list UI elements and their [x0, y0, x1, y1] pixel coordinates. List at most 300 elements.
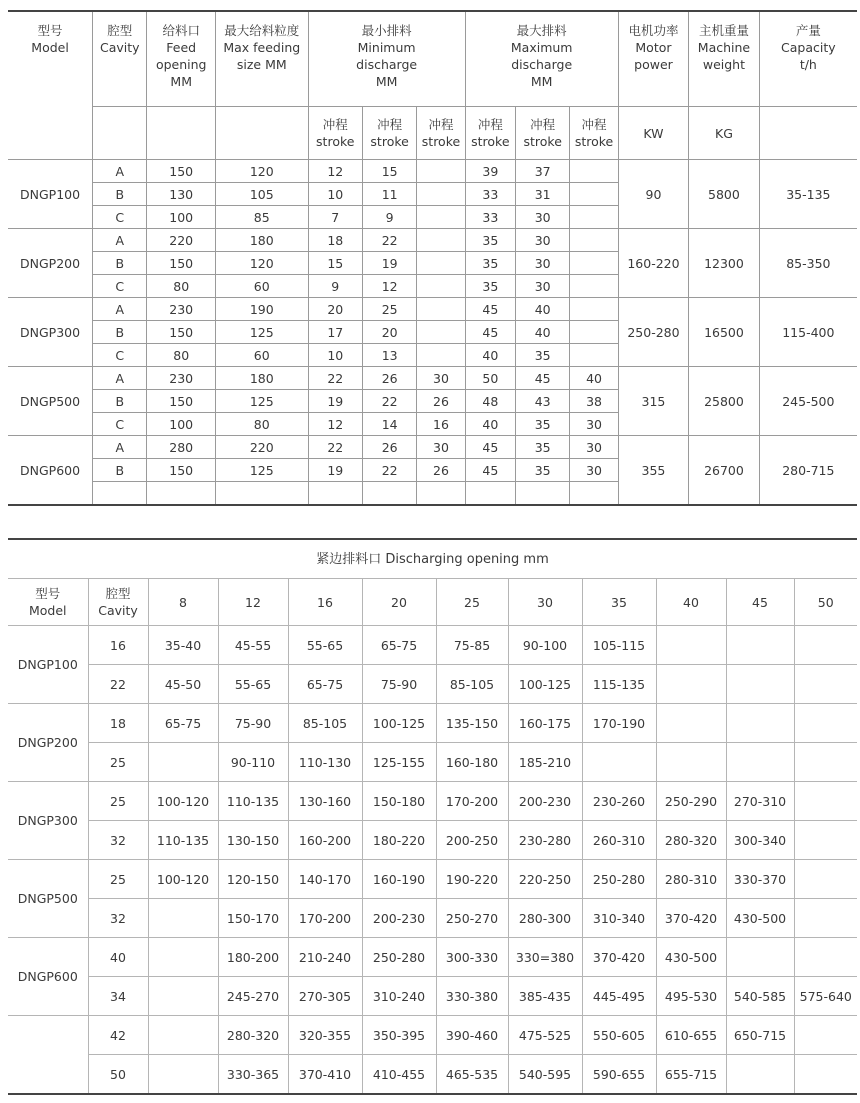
opening-value-cell: 100-125 — [362, 704, 436, 743]
model-cell: DNGP600 — [8, 938, 88, 1016]
opening-header: 35 — [582, 579, 656, 626]
opening-value-cell: 495-530 — [656, 977, 726, 1016]
cavity-cell: B — [93, 390, 147, 413]
cavity-cell: 25 — [88, 743, 148, 782]
capacity-cell: 280-715 — [759, 436, 857, 506]
opening-value-cell — [726, 704, 794, 743]
opening-value-cell: 65-75 — [288, 665, 362, 704]
opening-value-cell: 260-310 — [582, 821, 656, 860]
opening-value-cell: 110-135 — [218, 782, 288, 821]
max-discharge-cell: 37 — [516, 160, 570, 183]
cavity-cell: A — [93, 436, 147, 459]
opening-value-cell: 430-500 — [726, 899, 794, 938]
cavity-cell: 25 — [88, 860, 148, 899]
max-discharge-cell: 30 — [516, 206, 570, 229]
min-discharge-cell: 26 — [362, 436, 416, 459]
opening-value-cell: 390-460 — [436, 1016, 508, 1055]
opening-value-cell: 130-160 — [288, 782, 362, 821]
min-discharge-cell: 22 — [362, 390, 416, 413]
cavity-cell: C — [93, 413, 147, 436]
capacity-cell: 115-400 — [759, 298, 857, 367]
opening-value-cell: 45-55 — [218, 626, 288, 665]
model-cell: DNGP200 — [8, 704, 88, 782]
kg-unit: KG — [689, 107, 759, 160]
discharge-row — [8, 821, 857, 860]
opening-value-cell — [794, 665, 857, 704]
min-discharge-cell: 22 — [362, 229, 416, 252]
opening-value-cell: 280-320 — [218, 1016, 288, 1055]
model-cell: DNGP200 — [8, 229, 93, 298]
weight-cell: 26700 — [689, 436, 759, 506]
weight-cell: 12300 — [689, 229, 759, 298]
max-feed-cell: 180 — [215, 229, 308, 252]
model-cell: DNGP300 — [8, 782, 88, 860]
opening-value-cell: 220-250 — [508, 860, 582, 899]
cavity-cell: 16 — [88, 626, 148, 665]
max-discharge-cell — [516, 482, 570, 506]
max-discharge-cell: 43 — [516, 390, 570, 413]
opening-value-cell — [656, 626, 726, 665]
opening-value-cell: 180-200 — [218, 938, 288, 977]
model-header: 型号 Model — [8, 11, 93, 160]
opening-value-cell: 85-105 — [436, 665, 508, 704]
opening-value-cell: 85-105 — [288, 704, 362, 743]
model-cell — [8, 1016, 88, 1095]
discharge-row — [8, 743, 857, 782]
opening-value-cell: 130-150 — [218, 821, 288, 860]
opening-value-cell: 65-75 — [148, 704, 218, 743]
capacity-header: 产量 Capacity t/h — [759, 11, 857, 107]
opening-value-cell: 300-330 — [436, 938, 508, 977]
opening-value-cell: 300-340 — [726, 821, 794, 860]
feed-opening-cell: 150 — [147, 321, 215, 344]
feed-opening-cell: 230 — [147, 367, 215, 390]
model-cell: DNGP100 — [8, 626, 88, 704]
opening-value-cell: 250-280 — [362, 938, 436, 977]
opening-value-cell: 575-640 — [794, 977, 857, 1016]
max-discharge-cell: 30 — [516, 252, 570, 275]
discharge-row — [8, 782, 857, 821]
opening-value-cell: 310-340 — [582, 899, 656, 938]
opening-value-cell — [148, 1055, 218, 1095]
max-discharge-cell — [570, 229, 618, 252]
max-discharge-cell: 40 — [516, 321, 570, 344]
motor-cell: 250-280 — [618, 298, 688, 367]
cavity-cell: C — [93, 206, 147, 229]
stroke-header: 冲程 stroke — [570, 107, 618, 160]
max-feed-cell: 180 — [215, 367, 308, 390]
cavity-cell: B — [93, 459, 147, 482]
feed-opening-cell: 80 — [147, 344, 215, 367]
opening-header: 20 — [362, 579, 436, 626]
min-discharge-cell — [417, 321, 465, 344]
spec-row — [8, 160, 857, 183]
opening-value-cell: 160-200 — [288, 821, 362, 860]
capacity-cell: 245-500 — [759, 367, 857, 436]
cavity-cell: 34 — [88, 977, 148, 1016]
feed-opening-cell: 100 — [147, 413, 215, 436]
max-discharge-cell: 35 — [465, 229, 515, 252]
opening-value-cell: 465-535 — [436, 1055, 508, 1095]
opening-value-cell: 430-500 — [656, 938, 726, 977]
opening-value-cell: 110-135 — [148, 821, 218, 860]
min-discharge-cell: 13 — [362, 344, 416, 367]
cavity-cell — [93, 482, 147, 506]
cavity-cell: A — [93, 298, 147, 321]
opening-header: 45 — [726, 579, 794, 626]
weight-header: 主机重量 Machine weight — [689, 11, 759, 107]
discharge-caption-row — [8, 539, 857, 579]
max-discharge-cell — [570, 298, 618, 321]
opening-value-cell — [148, 977, 218, 1016]
opening-value-cell — [656, 704, 726, 743]
spec-table-body — [8, 160, 857, 506]
discharge-row — [8, 626, 857, 665]
max-discharge-cell: 40 — [465, 413, 515, 436]
feed-opening-cell: 150 — [147, 390, 215, 413]
max-feed-cell: 120 — [215, 160, 308, 183]
opening-value-cell — [794, 899, 857, 938]
max-discharge-cell: 33 — [465, 206, 515, 229]
opening-value-cell: 75-90 — [218, 704, 288, 743]
opening-value-cell: 330-370 — [726, 860, 794, 899]
min-discharge-cell: 12 — [308, 160, 362, 183]
min-discharge-cell: 20 — [362, 321, 416, 344]
opening-value-cell: 385-435 — [508, 977, 582, 1016]
cavity-cell: 22 — [88, 665, 148, 704]
motor-cell: 90 — [618, 160, 688, 229]
opening-value-cell: 200-250 — [436, 821, 508, 860]
opening-value-cell — [794, 782, 857, 821]
opening-value-cell: 200-230 — [508, 782, 582, 821]
discharge-row — [8, 860, 857, 899]
opening-value-cell: 475-525 — [508, 1016, 582, 1055]
opening-value-cell: 170-200 — [288, 899, 362, 938]
opening-value-cell: 110-130 — [288, 743, 362, 782]
opening-value-cell — [794, 743, 857, 782]
min-discharge-cell — [417, 206, 465, 229]
opening-value-cell — [726, 665, 794, 704]
opening-value-cell: 35-40 — [148, 626, 218, 665]
min-discharge-cell — [417, 229, 465, 252]
motor-cell: 160-220 — [618, 229, 688, 298]
max-discharge-cell: 35 — [465, 275, 515, 298]
max-discharge-cell: 45 — [465, 459, 515, 482]
opening-value-cell — [794, 938, 857, 977]
min-discharge-cell: 20 — [308, 298, 362, 321]
feed-opening-cell: 220 — [147, 229, 215, 252]
max-discharge-cell — [570, 252, 618, 275]
spec-row — [8, 298, 857, 321]
min-discharge-cell: 19 — [362, 252, 416, 275]
opening-value-cell: 180-220 — [362, 821, 436, 860]
min-discharge-cell — [417, 183, 465, 206]
opening-value-cell: 590-655 — [582, 1055, 656, 1095]
feed-subheader — [147, 107, 215, 160]
opening-value-cell: 115-135 — [582, 665, 656, 704]
cavity-cell: A — [93, 229, 147, 252]
opening-value-cell: 65-75 — [362, 626, 436, 665]
opening-value-cell: 120-150 — [218, 860, 288, 899]
min-discharge-cell — [417, 482, 465, 506]
opening-value-cell: 610-655 — [656, 1016, 726, 1055]
max-discharge-cell: 31 — [516, 183, 570, 206]
opening-value-cell: 330=380 — [508, 938, 582, 977]
min-discharge-cell — [417, 252, 465, 275]
opening-value-cell: 45-50 — [148, 665, 218, 704]
feed-opening-cell: 230 — [147, 298, 215, 321]
opening-value-cell — [726, 743, 794, 782]
opening-value-cell: 160-175 — [508, 704, 582, 743]
max-discharge-cell: 45 — [465, 436, 515, 459]
min-discharge-cell: 19 — [308, 459, 362, 482]
opening-value-cell — [582, 743, 656, 782]
opening-value-cell: 650-715 — [726, 1016, 794, 1055]
opening-value-cell: 100-120 — [148, 782, 218, 821]
max-discharge-cell: 45 — [465, 298, 515, 321]
max-feed-cell: 220 — [215, 436, 308, 459]
opening-value-cell: 200-230 — [362, 899, 436, 938]
opening-value-cell — [794, 626, 857, 665]
opening-value-cell: 160-180 — [436, 743, 508, 782]
cavity-cell: C — [93, 275, 147, 298]
feed-opening-cell: 280 — [147, 436, 215, 459]
min-discharge-cell: 25 — [362, 298, 416, 321]
max-discharge-cell: 35 — [516, 413, 570, 436]
min-discharge-cell: 26 — [417, 459, 465, 482]
maxfeed-subheader — [215, 107, 308, 160]
cavity-cell: B — [93, 252, 147, 275]
opening-value-cell: 125-155 — [362, 743, 436, 782]
stroke-header: 冲程 stroke — [417, 107, 465, 160]
cavity-header: 腔型 Cavity — [93, 11, 147, 107]
min-discharge-cell — [308, 482, 362, 506]
max-discharge-cell — [570, 482, 618, 506]
opening-value-cell: 270-310 — [726, 782, 794, 821]
stroke-header: 冲程 stroke — [516, 107, 570, 160]
opening-value-cell — [794, 821, 857, 860]
opening-value-cell: 410-455 — [362, 1055, 436, 1095]
opening-value-cell: 230-260 — [582, 782, 656, 821]
min-discharge-cell: 15 — [362, 160, 416, 183]
discharge-row — [8, 977, 857, 1016]
min-discharge-cell: 15 — [308, 252, 362, 275]
opening-value-cell: 100-120 — [148, 860, 218, 899]
opening-header: 30 — [508, 579, 582, 626]
model-cell: DNGP600 — [8, 436, 93, 506]
max-discharge-cell: 40 — [570, 367, 618, 390]
min-discharge-cell — [417, 344, 465, 367]
min-discharge-cell: 16 — [417, 413, 465, 436]
opening-value-cell — [794, 1055, 857, 1095]
opening-value-cell: 655-715 — [656, 1055, 726, 1095]
opening-value-cell: 55-65 — [218, 665, 288, 704]
opening-value-cell — [148, 938, 218, 977]
min-discharge-cell: 7 — [308, 206, 362, 229]
min-discharge-cell: 19 — [308, 390, 362, 413]
max-discharge-cell — [570, 275, 618, 298]
opening-value-cell — [726, 1055, 794, 1095]
cavity-cell: 25 — [88, 782, 148, 821]
discharge-table-body — [8, 626, 857, 1095]
min-discharge-cell — [417, 275, 465, 298]
max-discharge-cell: 39 — [465, 160, 515, 183]
max-feed-cell: 80 — [215, 413, 308, 436]
max-feed-cell: 105 — [215, 183, 308, 206]
min-discharge-cell: 22 — [362, 459, 416, 482]
discharge-row — [8, 1055, 857, 1095]
max-discharge-cell: 33 — [465, 183, 515, 206]
opening-value-cell: 230-280 — [508, 821, 582, 860]
discharge-table — [8, 538, 857, 1095]
min-discharge-cell: 9 — [308, 275, 362, 298]
opening-value-cell: 250-290 — [656, 782, 726, 821]
opening-value-cell: 330-365 — [218, 1055, 288, 1095]
opening-value-cell: 310-240 — [362, 977, 436, 1016]
kw-unit: KW — [618, 107, 688, 160]
min-discharge-header: 最小排料 Minimum discharge MM — [308, 11, 465, 107]
discharge-row — [8, 1016, 857, 1055]
max-discharge-cell: 45 — [465, 321, 515, 344]
max-discharge-cell: 35 — [465, 252, 515, 275]
max-discharge-cell: 45 — [516, 367, 570, 390]
min-discharge-cell — [417, 298, 465, 321]
max-discharge-cell: 40 — [516, 298, 570, 321]
spec-subheader-row — [8, 107, 857, 160]
max-feed-cell: 125 — [215, 459, 308, 482]
capacity-cell: 35-135 — [759, 160, 857, 229]
opening-value-cell — [794, 704, 857, 743]
feed-opening-cell: 150 — [147, 252, 215, 275]
spec-row — [8, 436, 857, 459]
max-discharge-cell — [570, 206, 618, 229]
discharge-row — [8, 704, 857, 743]
opening-value-cell: 350-395 — [362, 1016, 436, 1055]
feed-opening-cell: 150 — [147, 459, 215, 482]
cavity-cell: 40 — [88, 938, 148, 977]
motor-header: 电机功率 Motor power — [618, 11, 688, 107]
opening-value-cell: 105-115 — [582, 626, 656, 665]
cavity-cell: 50 — [88, 1055, 148, 1095]
opening-value-cell: 540-595 — [508, 1055, 582, 1095]
max-discharge-cell — [570, 160, 618, 183]
opening-header: 40 — [656, 579, 726, 626]
min-discharge-cell: 26 — [417, 390, 465, 413]
opening-value-cell: 185-210 — [508, 743, 582, 782]
min-discharge-cell: 18 — [308, 229, 362, 252]
stroke-header: 冲程 stroke — [362, 107, 416, 160]
opening-value-cell: 135-150 — [436, 704, 508, 743]
feed-opening-cell: 80 — [147, 275, 215, 298]
model-cell: DNGP100 — [8, 160, 93, 229]
opening-header: 25 — [436, 579, 508, 626]
cavity-cell: 32 — [88, 899, 148, 938]
opening-header: 12 — [218, 579, 288, 626]
cavity-cell: 32 — [88, 821, 148, 860]
opening-value-cell: 280-310 — [656, 860, 726, 899]
opening-value-cell: 55-65 — [288, 626, 362, 665]
opening-value-cell — [148, 899, 218, 938]
min-discharge-cell: 22 — [308, 436, 362, 459]
weight-cell: 25800 — [689, 367, 759, 436]
spec-header-row — [8, 11, 857, 107]
min-discharge-cell: 22 — [308, 367, 362, 390]
opening-value-cell: 280-300 — [508, 899, 582, 938]
opening-value-cell: 370-410 — [288, 1055, 362, 1095]
opening-value-cell: 250-280 — [582, 860, 656, 899]
cavity-cell: C — [93, 344, 147, 367]
model-cell: DNGP300 — [8, 298, 93, 367]
opening-value-cell — [794, 1016, 857, 1055]
opening-value-cell — [726, 626, 794, 665]
stroke-header: 冲程 stroke — [308, 107, 362, 160]
opening-value-cell: 75-90 — [362, 665, 436, 704]
opening-value-cell: 540-585 — [726, 977, 794, 1016]
opening-value-cell: 150-180 — [362, 782, 436, 821]
feed-opening-cell — [147, 482, 215, 506]
max-discharge-cell: 30 — [570, 436, 618, 459]
opening-value-cell — [726, 938, 794, 977]
opening-header: 16 — [288, 579, 362, 626]
max-discharge-cell: 30 — [516, 275, 570, 298]
opening-header: 50 — [794, 579, 857, 626]
opening-value-cell: 160-190 — [362, 860, 436, 899]
min-discharge-cell: 26 — [362, 367, 416, 390]
feed-opening-cell: 150 — [147, 160, 215, 183]
capacity-subheader — [759, 107, 857, 160]
discharge-row — [8, 665, 857, 704]
opening-value-cell — [148, 1016, 218, 1055]
min-discharge-cell — [362, 482, 416, 506]
opening-value-cell — [656, 665, 726, 704]
opening-value-cell: 370-420 — [656, 899, 726, 938]
max-discharge-cell: 35 — [516, 344, 570, 367]
cavity-cell: B — [93, 321, 147, 344]
max-feed-cell: 85 — [215, 206, 308, 229]
max-feed-cell: 60 — [215, 275, 308, 298]
min-discharge-cell: 12 — [362, 275, 416, 298]
opening-header: 8 — [148, 579, 218, 626]
opening-value-cell: 280-320 — [656, 821, 726, 860]
max-discharge-cell — [465, 482, 515, 506]
model-header: 型号 Model — [8, 579, 88, 626]
max-discharge-cell: 30 — [570, 413, 618, 436]
cavity-cell: 18 — [88, 704, 148, 743]
feed-opening-cell: 100 — [147, 206, 215, 229]
max-feed-cell: 190 — [215, 298, 308, 321]
opening-value-cell — [148, 743, 218, 782]
min-discharge-cell: 10 — [308, 183, 362, 206]
opening-value-cell: 90-110 — [218, 743, 288, 782]
capacity-cell: 85-350 — [759, 229, 857, 298]
cavity-cell: A — [93, 367, 147, 390]
cavity-subheader — [93, 107, 147, 160]
opening-value-cell: 75-85 — [436, 626, 508, 665]
max-discharge-cell: 30 — [516, 229, 570, 252]
max-feed-cell: 125 — [215, 390, 308, 413]
motor-cell: 355 — [618, 436, 688, 506]
max-feed-cell: 60 — [215, 344, 308, 367]
discharge-row — [8, 899, 857, 938]
spec-table — [8, 10, 857, 506]
min-discharge-cell: 10 — [308, 344, 362, 367]
opening-value-cell: 190-220 — [436, 860, 508, 899]
cavity-cell: 42 — [88, 1016, 148, 1055]
min-discharge-cell: 9 — [362, 206, 416, 229]
opening-value-cell: 100-125 — [508, 665, 582, 704]
opening-value-cell: 210-240 — [288, 938, 362, 977]
min-discharge-cell: 30 — [417, 436, 465, 459]
